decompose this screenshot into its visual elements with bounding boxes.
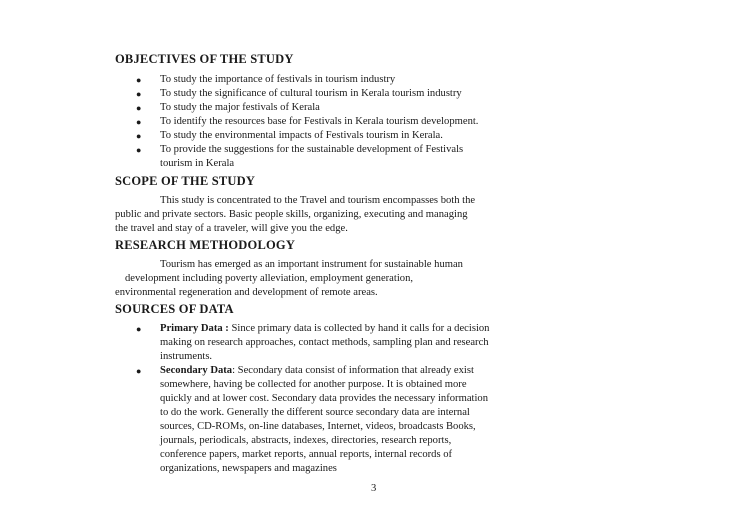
- secondary-data-line: conference papers, market reports, annual reports, internal records of: [160, 449, 453, 460]
- sources-heading: SOURCES OF DATA: [115, 302, 234, 316]
- objective-item: To study the environmental impacts of Festivals tourism in Kerala.: [160, 130, 443, 141]
- objective-item: To study the significance of cultural tourism in Kerala tourism industry: [160, 88, 462, 99]
- bullet-icon: ●: [136, 75, 142, 85]
- primary-data-text: Since primary data is collected by hand it calls for a decision: [228, 323, 490, 334]
- secondary-data-line: quickly and at lower cost. Secondary data provides the necessary information: [160, 393, 489, 404]
- bullet-icon: ●: [136, 145, 142, 155]
- bullet-icon: ●: [136, 131, 142, 141]
- objective-item: To study the importance of festivals in tourism industry: [160, 74, 396, 85]
- bullet-icon: ●: [136, 89, 142, 99]
- secondary-data-line: journals, periodicals, abstracts, indexes, directories, research reports,: [160, 435, 452, 446]
- primary-data-line: [160, 322, 489, 336]
- secondary-data-line: to do the work. Generally the different source secondary data are internal: [160, 407, 470, 418]
- page-number: 3: [371, 483, 377, 494]
- secondary-data-line: organizations, newspapers and magazines: [160, 463, 337, 474]
- secondary-data-text: : Secondary data consist of information that already exist: [232, 365, 474, 376]
- secondary-data-label: Secondary Data: [160, 365, 233, 376]
- methodology-line: environmental regeneration and development of remote areas.: [115, 287, 378, 298]
- primary-data-line: instruments.: [160, 351, 213, 362]
- scope-heading: SCOPE OF THE STUDY: [115, 174, 256, 188]
- objective-item-continued: tourism in Kerala: [160, 158, 235, 169]
- scope-line: This study is concentrated to the Travel and tourism encompasses both the: [160, 195, 476, 206]
- objectives-heading: OBJECTIVES OF THE STUDY: [115, 52, 294, 66]
- secondary-data-line: somewhere, having be collected for another purpose. It is obtained more: [160, 379, 467, 390]
- bullet-icon: ●: [136, 324, 142, 334]
- scope-line: the travel and stay of a traveler, will give you the edge.: [115, 223, 348, 234]
- bullet-icon: ●: [136, 117, 142, 127]
- secondary-data-line: [160, 364, 474, 378]
- objective-item: To provide the suggestions for the sustainable development of Festivals: [160, 144, 464, 155]
- secondary-data-line: sources, CD-ROMs, on-line databases, Internet, videos, broadcasts Books,: [160, 421, 476, 432]
- bullet-icon: ●: [136, 366, 142, 376]
- methodology-line: development including poverty alleviation, employment generation,: [125, 273, 414, 284]
- primary-data-label: Primary Data :: [160, 323, 229, 334]
- methodology-line: Tourism has emerged as an important instrument for sustainable human: [160, 259, 463, 270]
- bullet-icon: ●: [136, 103, 142, 113]
- scope-line: public and private sectors. Basic people skills, organizing, executing and managing: [115, 209, 468, 220]
- methodology-heading: RESEARCH METHODOLOGY: [115, 238, 296, 252]
- objective-item: To study the major festivals of Kerala: [160, 102, 320, 113]
- primary-data-line: making on research approaches, contact methods, sampling plan and research: [160, 337, 489, 348]
- objective-item: To identify the resources base for Festivals in Kerala tourism development.: [160, 116, 479, 127]
